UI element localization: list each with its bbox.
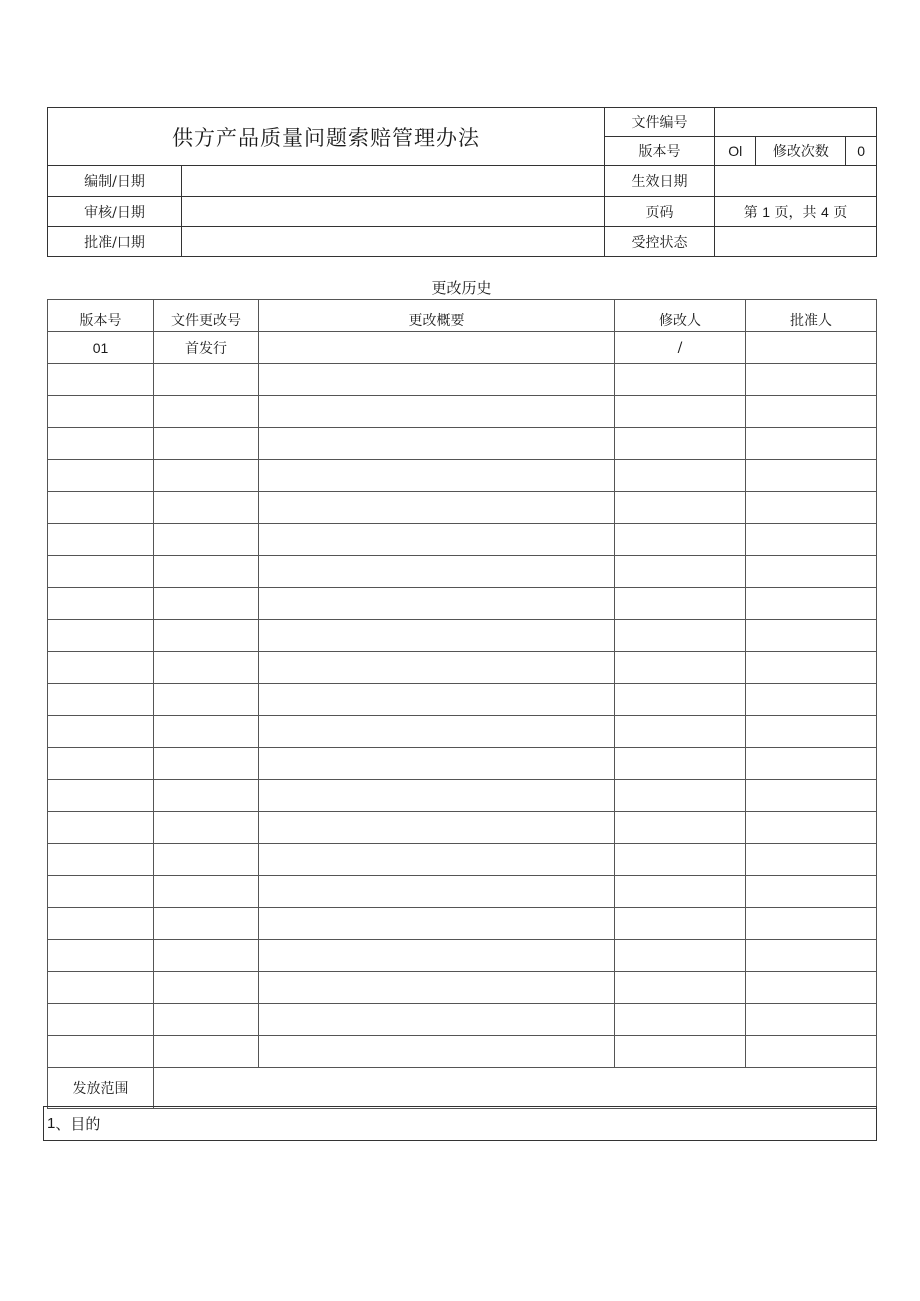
table-row bbox=[48, 940, 877, 972]
effective-date-value bbox=[715, 166, 877, 197]
cell-summary bbox=[259, 684, 615, 716]
cell-approver bbox=[746, 1036, 877, 1068]
cell-modifier bbox=[615, 364, 746, 396]
table-row bbox=[48, 332, 877, 364]
cell-change-no bbox=[154, 940, 259, 972]
cell-summary bbox=[259, 492, 615, 524]
cell-version bbox=[48, 652, 154, 684]
cell-modifier bbox=[615, 780, 746, 812]
cell-change-no bbox=[154, 972, 259, 1004]
cell-change-no bbox=[154, 428, 259, 460]
doc-no-label: 文件编号 bbox=[605, 108, 715, 137]
column-header-version: 版本号 bbox=[48, 300, 154, 332]
cell-approver bbox=[746, 460, 877, 492]
cell-approver bbox=[746, 940, 877, 972]
cell-version bbox=[48, 620, 154, 652]
cell-modifier bbox=[615, 396, 746, 428]
cell-summary bbox=[259, 652, 615, 684]
cell-version bbox=[48, 940, 154, 972]
cell-approver bbox=[746, 332, 877, 364]
cell-change-no bbox=[154, 1004, 259, 1036]
table-row bbox=[48, 428, 877, 460]
cell-approver bbox=[746, 908, 877, 940]
distribution-row bbox=[48, 1068, 877, 1109]
cell-modifier bbox=[615, 1004, 746, 1036]
column-header-change-no: 文件更改号 bbox=[154, 300, 259, 332]
cell-summary bbox=[259, 812, 615, 844]
cell-version bbox=[48, 1036, 154, 1068]
cell-change-no bbox=[154, 620, 259, 652]
cell-change-no bbox=[154, 812, 259, 844]
table-row bbox=[48, 876, 877, 908]
cell-change-no bbox=[154, 716, 259, 748]
page-suffix: 页 bbox=[828, 204, 848, 221]
cell-modifier bbox=[615, 556, 746, 588]
page-value bbox=[715, 197, 877, 227]
reviewed-label: 审核/日期 bbox=[48, 197, 182, 227]
cell-modifier bbox=[615, 908, 746, 940]
history-title: 更改历史 bbox=[431, 279, 492, 297]
table-row bbox=[48, 364, 877, 396]
cell-modifier bbox=[615, 716, 746, 748]
cell-change-no bbox=[154, 364, 259, 396]
table-row bbox=[48, 524, 877, 556]
cell-summary bbox=[259, 364, 615, 396]
cell-approver bbox=[746, 684, 877, 716]
cell-approver bbox=[746, 428, 877, 460]
cell-approver bbox=[746, 716, 877, 748]
history-header-row bbox=[48, 300, 877, 332]
page-mid: 页，共 bbox=[770, 204, 821, 221]
cell-approver bbox=[746, 364, 877, 396]
cell-modifier bbox=[615, 748, 746, 780]
cell-change-no bbox=[154, 1036, 259, 1068]
cell-change-no bbox=[154, 844, 259, 876]
cell-summary bbox=[259, 972, 615, 1004]
cell-summary bbox=[259, 876, 615, 908]
cell-modifier bbox=[615, 1036, 746, 1068]
cell-summary bbox=[259, 748, 615, 780]
cell-approver bbox=[746, 492, 877, 524]
cell-change-no bbox=[154, 524, 259, 556]
cell-change-no bbox=[154, 780, 259, 812]
cell-change-no bbox=[154, 492, 259, 524]
cell-modifier bbox=[615, 524, 746, 556]
cell-modifier bbox=[615, 588, 746, 620]
cell-change-no bbox=[154, 748, 259, 780]
cell-version bbox=[48, 748, 154, 780]
cell-summary bbox=[259, 460, 615, 492]
cell-change-no bbox=[154, 556, 259, 588]
control-status-value bbox=[715, 227, 877, 257]
cell-change-no bbox=[154, 460, 259, 492]
cell-modifier bbox=[615, 940, 746, 972]
cell-version bbox=[48, 460, 154, 492]
distribution-label: 发放范围 bbox=[48, 1068, 154, 1109]
cell-approver bbox=[746, 1004, 877, 1036]
table-row bbox=[48, 652, 877, 684]
cell-change-no bbox=[154, 652, 259, 684]
cell-change-no: 首发行 bbox=[154, 332, 259, 364]
cell-approver bbox=[746, 652, 877, 684]
version-revision-cell bbox=[715, 137, 877, 166]
cell-approver bbox=[746, 524, 877, 556]
column-header-modifier: 修改人 bbox=[615, 300, 746, 332]
column-header-approver: 批准人 bbox=[746, 300, 877, 332]
cell-version bbox=[48, 428, 154, 460]
cell-change-no bbox=[154, 396, 259, 428]
cell-summary bbox=[259, 428, 615, 460]
revision-history-body bbox=[48, 300, 877, 1109]
cell-version bbox=[48, 492, 154, 524]
cell-approver bbox=[746, 588, 877, 620]
cell-modifier bbox=[615, 652, 746, 684]
section-separator: 、 bbox=[55, 1115, 71, 1133]
approved-label: 批准/口期 bbox=[48, 227, 182, 257]
cell-version bbox=[48, 556, 154, 588]
cell-summary bbox=[259, 332, 615, 364]
cell-approver bbox=[746, 748, 877, 780]
cell-modifier bbox=[615, 620, 746, 652]
cell-modifier bbox=[615, 972, 746, 1004]
table-row bbox=[48, 396, 877, 428]
cell-summary bbox=[259, 620, 615, 652]
cell-version bbox=[48, 780, 154, 812]
page-total: 4 bbox=[820, 203, 829, 220]
table-row bbox=[48, 1004, 877, 1036]
cell-summary bbox=[259, 1036, 615, 1068]
cell-version bbox=[48, 684, 154, 716]
page-current: 1 bbox=[762, 203, 771, 220]
cell-version bbox=[48, 844, 154, 876]
cell-summary bbox=[259, 716, 615, 748]
cell-approver bbox=[746, 844, 877, 876]
cell-summary bbox=[259, 780, 615, 812]
section-heading: 目的 bbox=[70, 1115, 101, 1133]
cell-change-no bbox=[154, 684, 259, 716]
table-row bbox=[48, 620, 877, 652]
cell-version bbox=[48, 524, 154, 556]
table-row bbox=[48, 556, 877, 588]
cell-version bbox=[48, 876, 154, 908]
cell-summary bbox=[259, 908, 615, 940]
cell-modifier bbox=[615, 844, 746, 876]
cell-change-no bbox=[154, 588, 259, 620]
cell-summary bbox=[259, 556, 615, 588]
cell-modifier bbox=[615, 876, 746, 908]
doc-no-value bbox=[715, 108, 877, 137]
table-row bbox=[48, 1036, 877, 1068]
table-row bbox=[48, 844, 877, 876]
cell-version bbox=[48, 812, 154, 844]
version-label: 版本号 bbox=[605, 137, 715, 166]
effective-date-label: 生效日期 bbox=[605, 166, 715, 197]
version-value: Ol bbox=[715, 137, 756, 165]
cell-approver bbox=[746, 780, 877, 812]
table-row bbox=[48, 748, 877, 780]
table-row bbox=[48, 812, 877, 844]
table-row bbox=[48, 716, 877, 748]
cell-change-no bbox=[154, 908, 259, 940]
cell-modifier bbox=[615, 428, 746, 460]
table-row bbox=[48, 492, 877, 524]
cell-modifier bbox=[615, 684, 746, 716]
table-row bbox=[48, 684, 877, 716]
table-row bbox=[48, 972, 877, 1004]
cell-approver bbox=[746, 556, 877, 588]
page-label: 页码 bbox=[605, 197, 715, 227]
cell-summary bbox=[259, 940, 615, 972]
prepared-label: 编制/日期 bbox=[48, 166, 182, 197]
control-status-label: 受控状态 bbox=[605, 227, 715, 257]
cell-version bbox=[48, 972, 154, 1004]
approved-value bbox=[182, 227, 605, 257]
cell-approver bbox=[746, 972, 877, 1004]
table-row bbox=[48, 588, 877, 620]
distribution-value bbox=[154, 1068, 877, 1109]
cell-version bbox=[48, 1004, 154, 1036]
cell-summary bbox=[259, 588, 615, 620]
revision-count-value: 0 bbox=[857, 143, 866, 159]
cell-version bbox=[48, 588, 154, 620]
cell-version bbox=[48, 396, 154, 428]
page-prefix: 第 bbox=[743, 204, 763, 221]
prepared-value bbox=[182, 166, 605, 197]
cell-approver bbox=[746, 812, 877, 844]
revision-count-label: 修改次数 bbox=[756, 137, 846, 165]
cell-version bbox=[48, 364, 154, 396]
cell-approver bbox=[746, 396, 877, 428]
reviewed-value bbox=[182, 197, 605, 227]
cell-approver bbox=[746, 876, 877, 908]
cell-summary bbox=[259, 396, 615, 428]
revision-history-table bbox=[47, 299, 877, 1109]
cell-modifier bbox=[615, 812, 746, 844]
document-header-table bbox=[47, 107, 877, 257]
cell-version: 01 bbox=[48, 332, 154, 364]
section-number: 1 bbox=[47, 1115, 56, 1132]
cell-approver bbox=[746, 620, 877, 652]
column-header-summary: 更改概要 bbox=[259, 300, 615, 332]
section-purpose bbox=[43, 1106, 877, 1141]
cell-modifier bbox=[615, 460, 746, 492]
table-row bbox=[48, 780, 877, 812]
cell-summary bbox=[259, 524, 615, 556]
table-row bbox=[48, 908, 877, 940]
cell-version bbox=[48, 716, 154, 748]
document-title: 供方产品质量问题索赔管理办法 bbox=[48, 108, 605, 166]
cell-change-no bbox=[154, 876, 259, 908]
cell-modifier: / bbox=[615, 332, 746, 364]
cell-modifier bbox=[615, 492, 746, 524]
cell-summary bbox=[259, 844, 615, 876]
cell-version bbox=[48, 908, 154, 940]
cell-summary bbox=[259, 1004, 615, 1036]
table-row bbox=[48, 460, 877, 492]
